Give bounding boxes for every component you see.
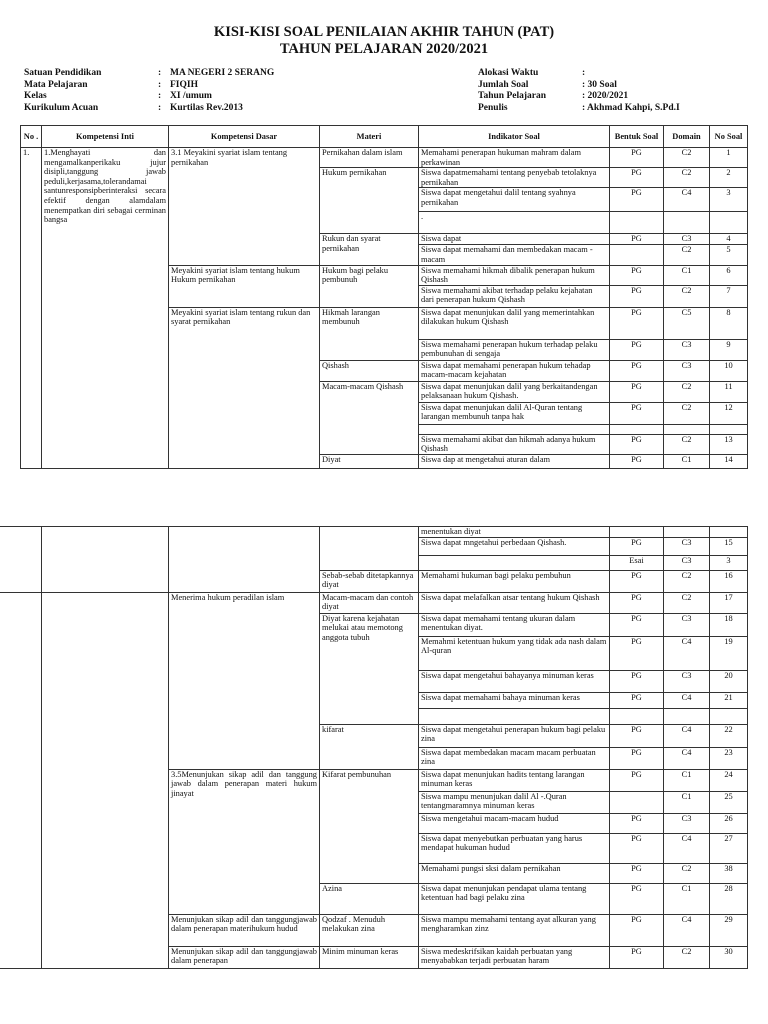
cell-domain: C3 (664, 555, 710, 570)
meta-label: Penulis (478, 102, 508, 113)
cell-materi: Minim minuman keras (320, 946, 419, 968)
cell-indikator: Siswa dapat menunjukan hadits tentang larangan minuman keras (419, 769, 610, 791)
cell-bentuk: PG (610, 613, 664, 636)
meta-label: Kurikulum Acuan (24, 102, 99, 113)
cell-nosoal: 4 (710, 234, 748, 245)
col-header-materi: Materi (320, 126, 419, 148)
cell-bentuk (610, 245, 664, 265)
cell-nosoal: 21 (710, 692, 748, 708)
meta-value: FIQIH (170, 79, 198, 90)
cell-indikator: Siswa dapat memahami bahaya minuman keras (419, 692, 610, 708)
cell-kd: 3.5Menunjukan sikap adil dan tanggung jawab dalam penerapan materi hukum jinayat (169, 769, 320, 914)
cell-nosoal (710, 424, 748, 434)
cell-materi: Pernikahan dalam islam (320, 148, 419, 168)
cell-indikator: Siswa mengetahui macam-macam hudud (419, 813, 610, 833)
meta-value: : Akhmad Kahpi, S.Pd.I (582, 102, 680, 113)
cell-indikator: Siswa dapat membedakan macam macam perbuatan zina (419, 747, 610, 769)
cell-domain: C1 (664, 791, 710, 813)
cell-indikator: Siswa memahami penerapan hukum terhadap pelaku pembunuhan di sengaja (419, 339, 610, 360)
kisi-kisi-table-page-2 (0, 526, 748, 969)
cell-domain: C4 (664, 692, 710, 708)
cell-materi: kifarat (320, 724, 419, 769)
cell-materi: Diyat (320, 454, 419, 468)
cell-nosoal: 22 (710, 724, 748, 747)
cell-nosoal: 20 (710, 670, 748, 692)
cell-bentuk: PG (610, 863, 664, 883)
cell-indikator: Siswa dapat menunjukan pendapat ulama tentang ketentuan had bagi pelaku zina (419, 883, 610, 914)
cell-bentuk: PG (610, 636, 664, 670)
cell-materi: Hukum bagi pelaku pembunuh (320, 265, 419, 307)
cell-materi: Hikmah larangan membunuh (320, 307, 419, 360)
cell-materi: Qishash (320, 360, 419, 381)
cell-indikator: . (419, 212, 610, 234)
col-header-indikator: Indikator Soal (419, 126, 610, 148)
document-subtitle: TAHUN PELAJARAN 2020/2021 (279, 41, 489, 57)
cell-bentuk: PG (610, 339, 664, 360)
cell-materi: Sebab-sebab ditetapkannya diyat (320, 570, 419, 592)
cell-materi: Azina (320, 883, 419, 914)
col-header-domain: Domain (664, 126, 710, 148)
cell-materi: Macam-macam Qishash (320, 381, 419, 454)
cell-bentuk: PG (610, 265, 664, 285)
cell-bentuk (610, 708, 664, 724)
page-gap (0, 478, 768, 496)
cell-indikator: Siswa dapat mngetahui perbedaan Qishash. (419, 537, 610, 555)
cell-indikator: Siswa dapat menunjukan dalil yang berkaitandengan pelaksanaan hukum Qishash. (419, 381, 610, 402)
cell-nosoal: 23 (710, 747, 748, 769)
meta-value: : (582, 68, 586, 78)
cell-bentuk: PG (610, 307, 664, 339)
cell-indikator: Siswa dapat memahami penerapan hukum tehadap macam-macam kejahatan (419, 360, 610, 381)
cell-nosoal: 7 (710, 285, 748, 307)
meta-value: Kurtilas Rev.2013 (170, 102, 243, 113)
col-header-no: No . (21, 126, 42, 148)
cell-kd: Menunjukan sikap adil dan tanggungjawab dalam penerapan materihukum hudud (169, 914, 320, 946)
cell-domain: C1 (664, 454, 710, 468)
cell-nosoal: 9 (710, 339, 748, 360)
meta-label: Alokasi Waktu (478, 68, 539, 78)
cell-bentuk: PG (610, 724, 664, 747)
cell-nosoal (710, 212, 748, 234)
cell-bentuk: PG (610, 670, 664, 692)
cell-bentuk: PG (610, 168, 664, 188)
cell-domain: C3 (664, 813, 710, 833)
cell-bentuk (610, 791, 664, 813)
cell-bentuk (610, 212, 664, 234)
cell-nosoal: 1 (710, 148, 748, 168)
cell-domain: C2 (664, 592, 710, 613)
cell-kompetensi-inti (42, 592, 169, 968)
cell-domain: C3 (664, 537, 710, 555)
cell-domain: C3 (664, 339, 710, 360)
col-header-nosoal: No Soal (710, 126, 748, 148)
meta-sep: : (158, 68, 162, 78)
meta-value: : 30 Soal (582, 79, 617, 90)
cell-bentuk: PG (610, 692, 664, 708)
cell-indikator: Siswa memahami hikmah dibalik penerapan hukum Qishash (419, 265, 610, 285)
cell-domain (664, 708, 710, 724)
cell-bentuk (610, 424, 664, 434)
cell-bentuk: PG (610, 454, 664, 468)
cell-bentuk: PG (610, 381, 664, 402)
cell-nosoal: 6 (710, 265, 748, 285)
cell-domain: C2 (664, 148, 710, 168)
cell-indikator: Siswa dapatmemahami tentang penyebab tetolaknya pernikahan (419, 168, 610, 188)
cell-nosoal: 30 (710, 946, 748, 968)
cell-nosoal: 5 (710, 245, 748, 265)
cell-indikator: Siswa dapat mengetahui bahayanya minuman keras (419, 670, 610, 692)
cell-domain: C2 (664, 946, 710, 968)
cell-domain: C4 (664, 636, 710, 670)
cell-bentuk: PG (610, 883, 664, 914)
cell-nosoal: 2 (710, 168, 748, 188)
cell-indikator: Siswa dapat memahami tentang ukuran dalam menentukan diyat. (419, 613, 610, 636)
meta-value: MA NEGERI 2 SERANG (170, 68, 275, 78)
cell-nosoal: 17 (710, 592, 748, 613)
cell-bentuk: PG (610, 946, 664, 968)
cell-nosoal: 11 (710, 381, 748, 402)
cell-indikator (419, 555, 610, 570)
meta-value: XI /umum (170, 91, 212, 101)
cell-materi: Hukum pernikahan (320, 168, 419, 234)
cell-no: 1. (21, 148, 42, 469)
cell-domain: C2 (664, 434, 710, 454)
table-header-row (21, 126, 748, 148)
cell-bentuk: PG (610, 360, 664, 381)
meta-right-block (478, 68, 680, 114)
meta-value: : 2020/2021 (582, 91, 629, 101)
cell-domain: C2 (664, 381, 710, 402)
cell-nosoal: 10 (710, 360, 748, 381)
document-page-2 (0, 496, 768, 1024)
cell-indikator: Siswa dapat (419, 234, 610, 245)
meta-label: Kelas (24, 91, 47, 101)
cell-materi: Macam-macam dan contoh diyat (320, 592, 419, 613)
table-row (0, 527, 748, 538)
cell-domain: C2 (664, 570, 710, 592)
cell-bentuk: PG (610, 234, 664, 245)
cell-materi: Diyat karena kejahatan melukai atau memotong anggota tubuh (320, 613, 419, 724)
cell-kd: Meyakini syariat islam tentang hukum Hukum pernikahan (169, 265, 320, 307)
cell-indikator: Siswa dapat menunjukan dalil Al-Quran tentang larangan membunuh tanpa hak (419, 402, 610, 424)
cell-domain (664, 424, 710, 434)
cell-bentuk: PG (610, 769, 664, 791)
cell-nosoal (710, 527, 748, 538)
meta-sep: : (158, 102, 162, 113)
cell-bentuk: PG (610, 285, 664, 307)
cell-kd: Meyakini syariat islam tentang rukun dan syarat pernikahan (169, 307, 320, 468)
cell-domain: C2 (664, 402, 710, 424)
cell-materi: Kifarat pembunuhan (320, 769, 419, 883)
cell-bentuk: PG (610, 570, 664, 592)
table-row (21, 148, 748, 168)
cell-nosoal: 19 (710, 636, 748, 670)
cell-indikator: menentukan diyat (419, 527, 610, 538)
cell-indikator: Siswa memahami akibat terhadap pelaku kejahatan dari penerapan hukum Qishash (419, 285, 610, 307)
cell-materi: Rukun dan syarat pernikahan (320, 234, 419, 265)
cell-indikator: Siswa dap at mengetahui aturan dalam (419, 454, 610, 468)
cell-indikator: Siswa dapat mengetahui dalil tentang syahnya pernikahan (419, 188, 610, 212)
cell-bentuk: PG (610, 592, 664, 613)
table-row (0, 592, 748, 613)
cell-indikator: Siswa dapat melafalkan atsar tentang hukum Qishash (419, 592, 610, 613)
cell-bentuk: PG (610, 833, 664, 863)
cell-nosoal: 38 (710, 863, 748, 883)
cell-bentuk: PG (610, 148, 664, 168)
cell-domain: C3 (664, 670, 710, 692)
cell-nosoal: 8 (710, 307, 748, 339)
meta-label: Tahun Pelajaran (478, 91, 547, 101)
cell-domain: C1 (664, 265, 710, 285)
meta-label: Mata Pelajaran (24, 79, 88, 90)
cell-bentuk (610, 527, 664, 538)
cell-domain: C3 (664, 613, 710, 636)
cell-indikator: Siswa mampu menunjukan dalil Al -.Quran tentangmaramnya minuman keras (419, 791, 610, 813)
cell-kompetensi-inti: 1.Menghayati dan mengamalkanperikaku jujur disipli,tanggung jawab peduli,kerjasama,tolerandamai santunresponsipberinteraksi secara efektif dengan alamdalam menempatkan diri sebagai cerminan bangsa (42, 148, 169, 469)
cell-nosoal: 16 (710, 570, 748, 592)
cell-nosoal (710, 708, 748, 724)
cell-nosoal: 14 (710, 454, 748, 468)
cell-domain: C5 (664, 307, 710, 339)
cell-indikator: Memahami hukuman bagi pelaku pembuhun (419, 570, 610, 592)
cell-indikator: Siswa dapat menunjukan dalil yang memerintahkan dilakukan hukum Qishash (419, 307, 610, 339)
cell-domain: C1 (664, 883, 710, 914)
cell-domain: C4 (664, 914, 710, 946)
cell-domain (664, 527, 710, 538)
cell-nosoal: 27 (710, 833, 748, 863)
cell-bentuk: PG (610, 914, 664, 946)
cell-domain: C1 (664, 769, 710, 791)
cell-indikator (419, 708, 610, 724)
cell-kd: Menunjukan sikap adil dan tanggungjawab dalam penerapan (169, 946, 320, 968)
meta-label: Satuan Pendidikan (24, 68, 102, 78)
cell-domain: C2 (664, 285, 710, 307)
cell-bentuk: Esai (610, 555, 664, 570)
cell-nosoal: 26 (710, 813, 748, 833)
cell-indikator: Memahami pungsi sksi dalam pernikahan (419, 863, 610, 883)
cell-indikator: Siswa mampu memahami tentang ayat alkuran yang mengharamkan zinz (419, 914, 610, 946)
col-header-bentuk: Bentuk Soal (610, 126, 664, 148)
cell-domain: C4 (664, 747, 710, 769)
meta-left-block (24, 68, 274, 114)
cell-indikator: Siswa medeskrifsikan kaidah perbuatan yang menyababkan terjadi perbuatan haram (419, 946, 610, 968)
document-title: KISI-KISI SOAL PENILAIAN AKHIR TAHUN (PAT) (213, 24, 555, 40)
col-header-kd: Kompetensi Dasar (169, 126, 320, 148)
cell-nosoal: 29 (710, 914, 748, 946)
cell-bentuk: PG (610, 813, 664, 833)
cell-domain: C2 (664, 168, 710, 188)
kisi-kisi-table-page-1 (20, 125, 748, 469)
cell-domain: C3 (664, 234, 710, 245)
cell-nosoal: 13 (710, 434, 748, 454)
cell-nosoal: 3 (710, 555, 748, 570)
cell-domain: C4 (664, 724, 710, 747)
cell-bentuk: PG (610, 537, 664, 555)
cell-kompetensi-inti (42, 527, 169, 593)
cell-domain: C4 (664, 188, 710, 212)
cell-indikator (419, 424, 610, 434)
cell-indikator: Siswa dapat mengetahui penerapan hukum bagi pelaku zina (419, 724, 610, 747)
cell-indikator: Siswa dapat memahami dan membedakan macam -macam (419, 245, 610, 265)
cell-domain: C2 (664, 863, 710, 883)
cell-kd (169, 527, 320, 593)
meta-sep: : (158, 79, 162, 90)
cell-nosoal: 3 (710, 188, 748, 212)
cell-indikator: Siswa dapat menyebutkan perbuatan yang harus mendapat hukuman hudud (419, 833, 610, 863)
cell-bentuk: PG (610, 747, 664, 769)
meta-sep: : (158, 91, 162, 101)
document-page-1 (0, 0, 768, 478)
cell-nosoal: 12 (710, 402, 748, 424)
cell-domain: C2 (664, 245, 710, 265)
cell-bentuk: PG (610, 402, 664, 424)
cell-nosoal: 18 (710, 613, 748, 636)
cell-bentuk: PG (610, 188, 664, 212)
cell-kd: Menerima hukum peradilan islam (169, 592, 320, 769)
cell-nosoal: 24 (710, 769, 748, 791)
cell-nosoal: 28 (710, 883, 748, 914)
cell-bentuk: PG (610, 434, 664, 454)
cell-domain (664, 212, 710, 234)
cell-no (0, 527, 42, 593)
cell-materi: Qodzaf . Menuduh melakukan zina (320, 914, 419, 946)
cell-indikator: Memahmi ketentuan hukum yang tidak ada nash dalam Al-quran (419, 636, 610, 670)
cell-domain: C3 (664, 360, 710, 381)
cell-no (0, 592, 42, 968)
cell-materi (320, 527, 419, 571)
cell-indikator: Memahami penerapan hukuman mahram dalam perkawinan (419, 148, 610, 168)
meta-label: Jumlah Soal (478, 79, 529, 90)
cell-nosoal: 15 (710, 537, 748, 555)
cell-kd: 3.1 Meyakini syariat islam tentang pernikahan (169, 148, 320, 266)
cell-domain: C4 (664, 833, 710, 863)
cell-indikator: Siswa memahami akibat dan hikmah adanya hukum Qishash (419, 434, 610, 454)
col-header-ki: Kompetensi Inti (42, 126, 169, 148)
cell-nosoal: 25 (710, 791, 748, 813)
